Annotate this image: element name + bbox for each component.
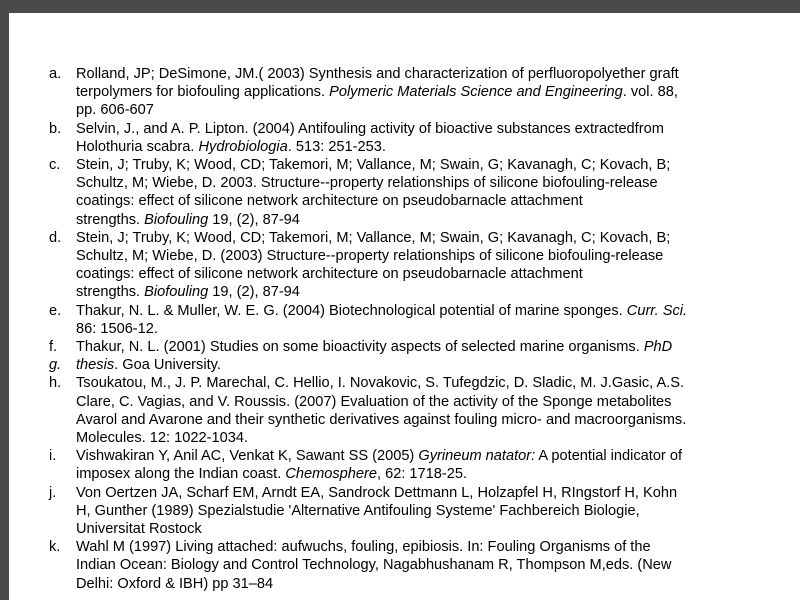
reference-line: [76, 338, 764, 356]
reference-segment: Stein, J; Truby, K; Wood, CD; Takemori, M; Vallance, M; Swain, G; Kavanagh, C; Kovach, B;: [76, 229, 671, 246]
reference-text: [76, 538, 764, 593]
reference-segment: Chemosphere: [285, 466, 377, 483]
reference-line: [76, 265, 764, 283]
reference-label: c.: [49, 157, 61, 174]
reference-segment: Polymeric Materials Science and Engineering: [329, 84, 623, 101]
reference-segment: Schultz, M; Wiebe, D. (2003) Structure--property relationships of silicone biofouling-release: [76, 248, 664, 265]
reference-item: [49, 538, 764, 593]
reference-line: [76, 65, 764, 83]
reference-segment: Thakur, N. L. & Muller, W. E. G. (2004) Biotechnological potential of marine sponges.: [76, 302, 627, 319]
reference-line: [76, 393, 764, 411]
reference-text: [76, 65, 764, 120]
reference-line: [76, 556, 764, 574]
reference-line: [76, 411, 764, 429]
reference-label: h.: [49, 375, 62, 392]
reference-text: [76, 356, 764, 374]
reference-text: [76, 447, 764, 483]
reference-line: [76, 192, 764, 210]
reference-segment: imposex along the Indian coast.: [76, 466, 286, 483]
reference-label: j.: [49, 484, 57, 501]
reference-item: [49, 484, 764, 539]
reference-text: [76, 156, 764, 229]
reference-segment: 19, (2), 87-94: [208, 211, 300, 228]
reference-line: [76, 374, 764, 392]
reference-segment: Tsoukatou, M., J. P. Marechal, C. Hellio, I. Novakovic, S. Tufegdzic, D. Sladic, M. J.Gasic, A.S.: [76, 375, 685, 392]
reference-label: a.: [49, 66, 62, 82]
reference-segment: coatings: effect of silicone network architecture on pseudobarnacle attachment: [76, 266, 583, 283]
reference-item: [49, 156, 764, 229]
reference-segment: Delhi: Oxford & IBH) pp 31–84: [76, 575, 274, 592]
reference-label: g.: [49, 357, 62, 374]
reference-segment: A potential indicator of: [535, 448, 683, 465]
window-frame-left: [0, 0, 9, 600]
references-list: [49, 65, 764, 593]
reference-segment: Curr. Sci.: [626, 302, 688, 319]
reference-line: [76, 520, 764, 538]
reference-item: [49, 356, 764, 374]
reference-segment: Molecules. 12: 1022-1034.: [76, 430, 248, 447]
reference-line: [76, 447, 764, 465]
reference-segment: . Goa University.: [114, 357, 221, 374]
reference-segment: 19, (2), 87-94: [208, 284, 300, 301]
reference-line: [76, 356, 764, 374]
reference-item: [49, 374, 764, 447]
reference-line: [76, 302, 764, 320]
reference-segment: Universitat Rostock: [76, 521, 202, 538]
reference-line: [76, 138, 764, 156]
reference-text: [76, 229, 764, 302]
reference-segment: Wahl M (1997) Living attached: aufwuchs, fouling, epibiosis. In: Fouling Organisms of the: [76, 539, 651, 556]
reference-line: [76, 229, 764, 247]
reference-line: [76, 247, 764, 265]
reference-segment: Indian Ocean: Biology and Control Technology, Nagabhushanam R, Thompson M,eds. (New: [76, 557, 672, 574]
reference-segment: thesis: [76, 357, 115, 374]
reference-segment: Holothuria scabra.: [76, 138, 199, 155]
reference-segment: Schultz, M; Wiebe, D. 2003. Structure--property relationships of silicone biofouling-release: [76, 175, 658, 192]
reference-line: [76, 465, 764, 483]
reference-line: [76, 320, 764, 338]
reference-segment: terpolymers for biofouling applications.: [76, 84, 330, 101]
reference-text: [76, 338, 764, 356]
reference-line: [76, 283, 764, 301]
reference-label: i.: [49, 448, 57, 465]
reference-line: [76, 502, 764, 520]
reference-line: [76, 156, 764, 174]
reference-label: d.: [49, 229, 62, 246]
reference-segment: Gyrineum natator:: [418, 448, 536, 465]
reference-label: b.: [49, 120, 62, 137]
reference-segment: Rolland, JP; DeSimone, JM.( 2003) Synthesis and characterization of perfluoropolyether graft: [76, 66, 679, 82]
reference-line: [76, 538, 764, 556]
reference-segment: pp. 606-607: [76, 102, 154, 119]
reference-item: [49, 120, 764, 156]
reference-segment: Hydrobiologia: [198, 138, 288, 155]
reference-line: [76, 101, 764, 119]
reference-item: [49, 302, 764, 338]
reference-line: [76, 484, 764, 502]
reference-segment: Biofouling: [144, 211, 209, 228]
reference-text: [76, 484, 764, 539]
reference-segment: Vishwakiran Y, Anil AC, Venkat K, Sawant SS (2005): [76, 448, 419, 465]
reference-segment: strengths.: [76, 211, 145, 228]
reference-segment: H, Gunther (1989) Spezialstudie 'Alternative Antifouling Systeme' Fachbereich Biologie,: [76, 502, 640, 519]
reference-label: f.: [49, 339, 58, 356]
reference-segment: Selvin, J., and A. P. Lipton. (2004) Antifouling activity of bioactive substances extractedfrom: [76, 120, 664, 137]
reference-item: [49, 229, 764, 302]
reference-text: [76, 302, 764, 338]
reference-text: [76, 374, 764, 447]
reference-item: [49, 338, 764, 356]
reference-item: [49, 65, 764, 120]
reference-segment: Stein, J; Truby, K; Wood, CD; Takemori, M; Vallance, M; Swain, G; Kavanagh, C; Kovach, B;: [76, 157, 671, 174]
reference-text: [76, 120, 764, 156]
reference-label: e.: [49, 302, 62, 319]
reference-segment: , 62: 1718-25.: [376, 466, 468, 483]
reference-line: [76, 174, 764, 192]
reference-line: [76, 575, 764, 593]
reference-item: [49, 447, 764, 483]
reference-line: [76, 429, 764, 447]
window-frame-top: [0, 0, 800, 13]
reference-segment: strengths.: [76, 284, 145, 301]
reference-segment: Thakur, N. L. (2001) Studies on some bioactivity aspects of selected marine organisms.: [76, 339, 644, 356]
reference-line: [76, 83, 764, 101]
reference-segment: Von Oertzen JA, Scharf EM, Arndt EA, Sandrock Dettmann L, Holzapfel H, RIngstorf H, Kohn: [76, 484, 678, 501]
reference-segment: coatings: effect of silicone network architecture on pseudobarnacle attachment: [76, 193, 583, 210]
reference-segment: Clare, C. Vagias, and V. Roussis. (2007) Evaluation of the activity of the Sponge metabolites: [76, 393, 672, 410]
reference-segment: . vol. 88,: [622, 84, 678, 101]
reference-segment: Biofouling: [144, 284, 209, 301]
reference-line: [76, 211, 764, 229]
reference-segment: PhD: [643, 339, 673, 356]
reference-segment: 86: 1506-12.: [76, 320, 158, 337]
reference-segment: Avarol and Avarone and their synthetic derivatives against fouling micro- and macroorganisms.: [76, 411, 687, 428]
reference-label: k.: [49, 539, 61, 556]
reference-segment: . 513: 251-253.: [287, 138, 386, 155]
reference-line: [76, 120, 764, 138]
